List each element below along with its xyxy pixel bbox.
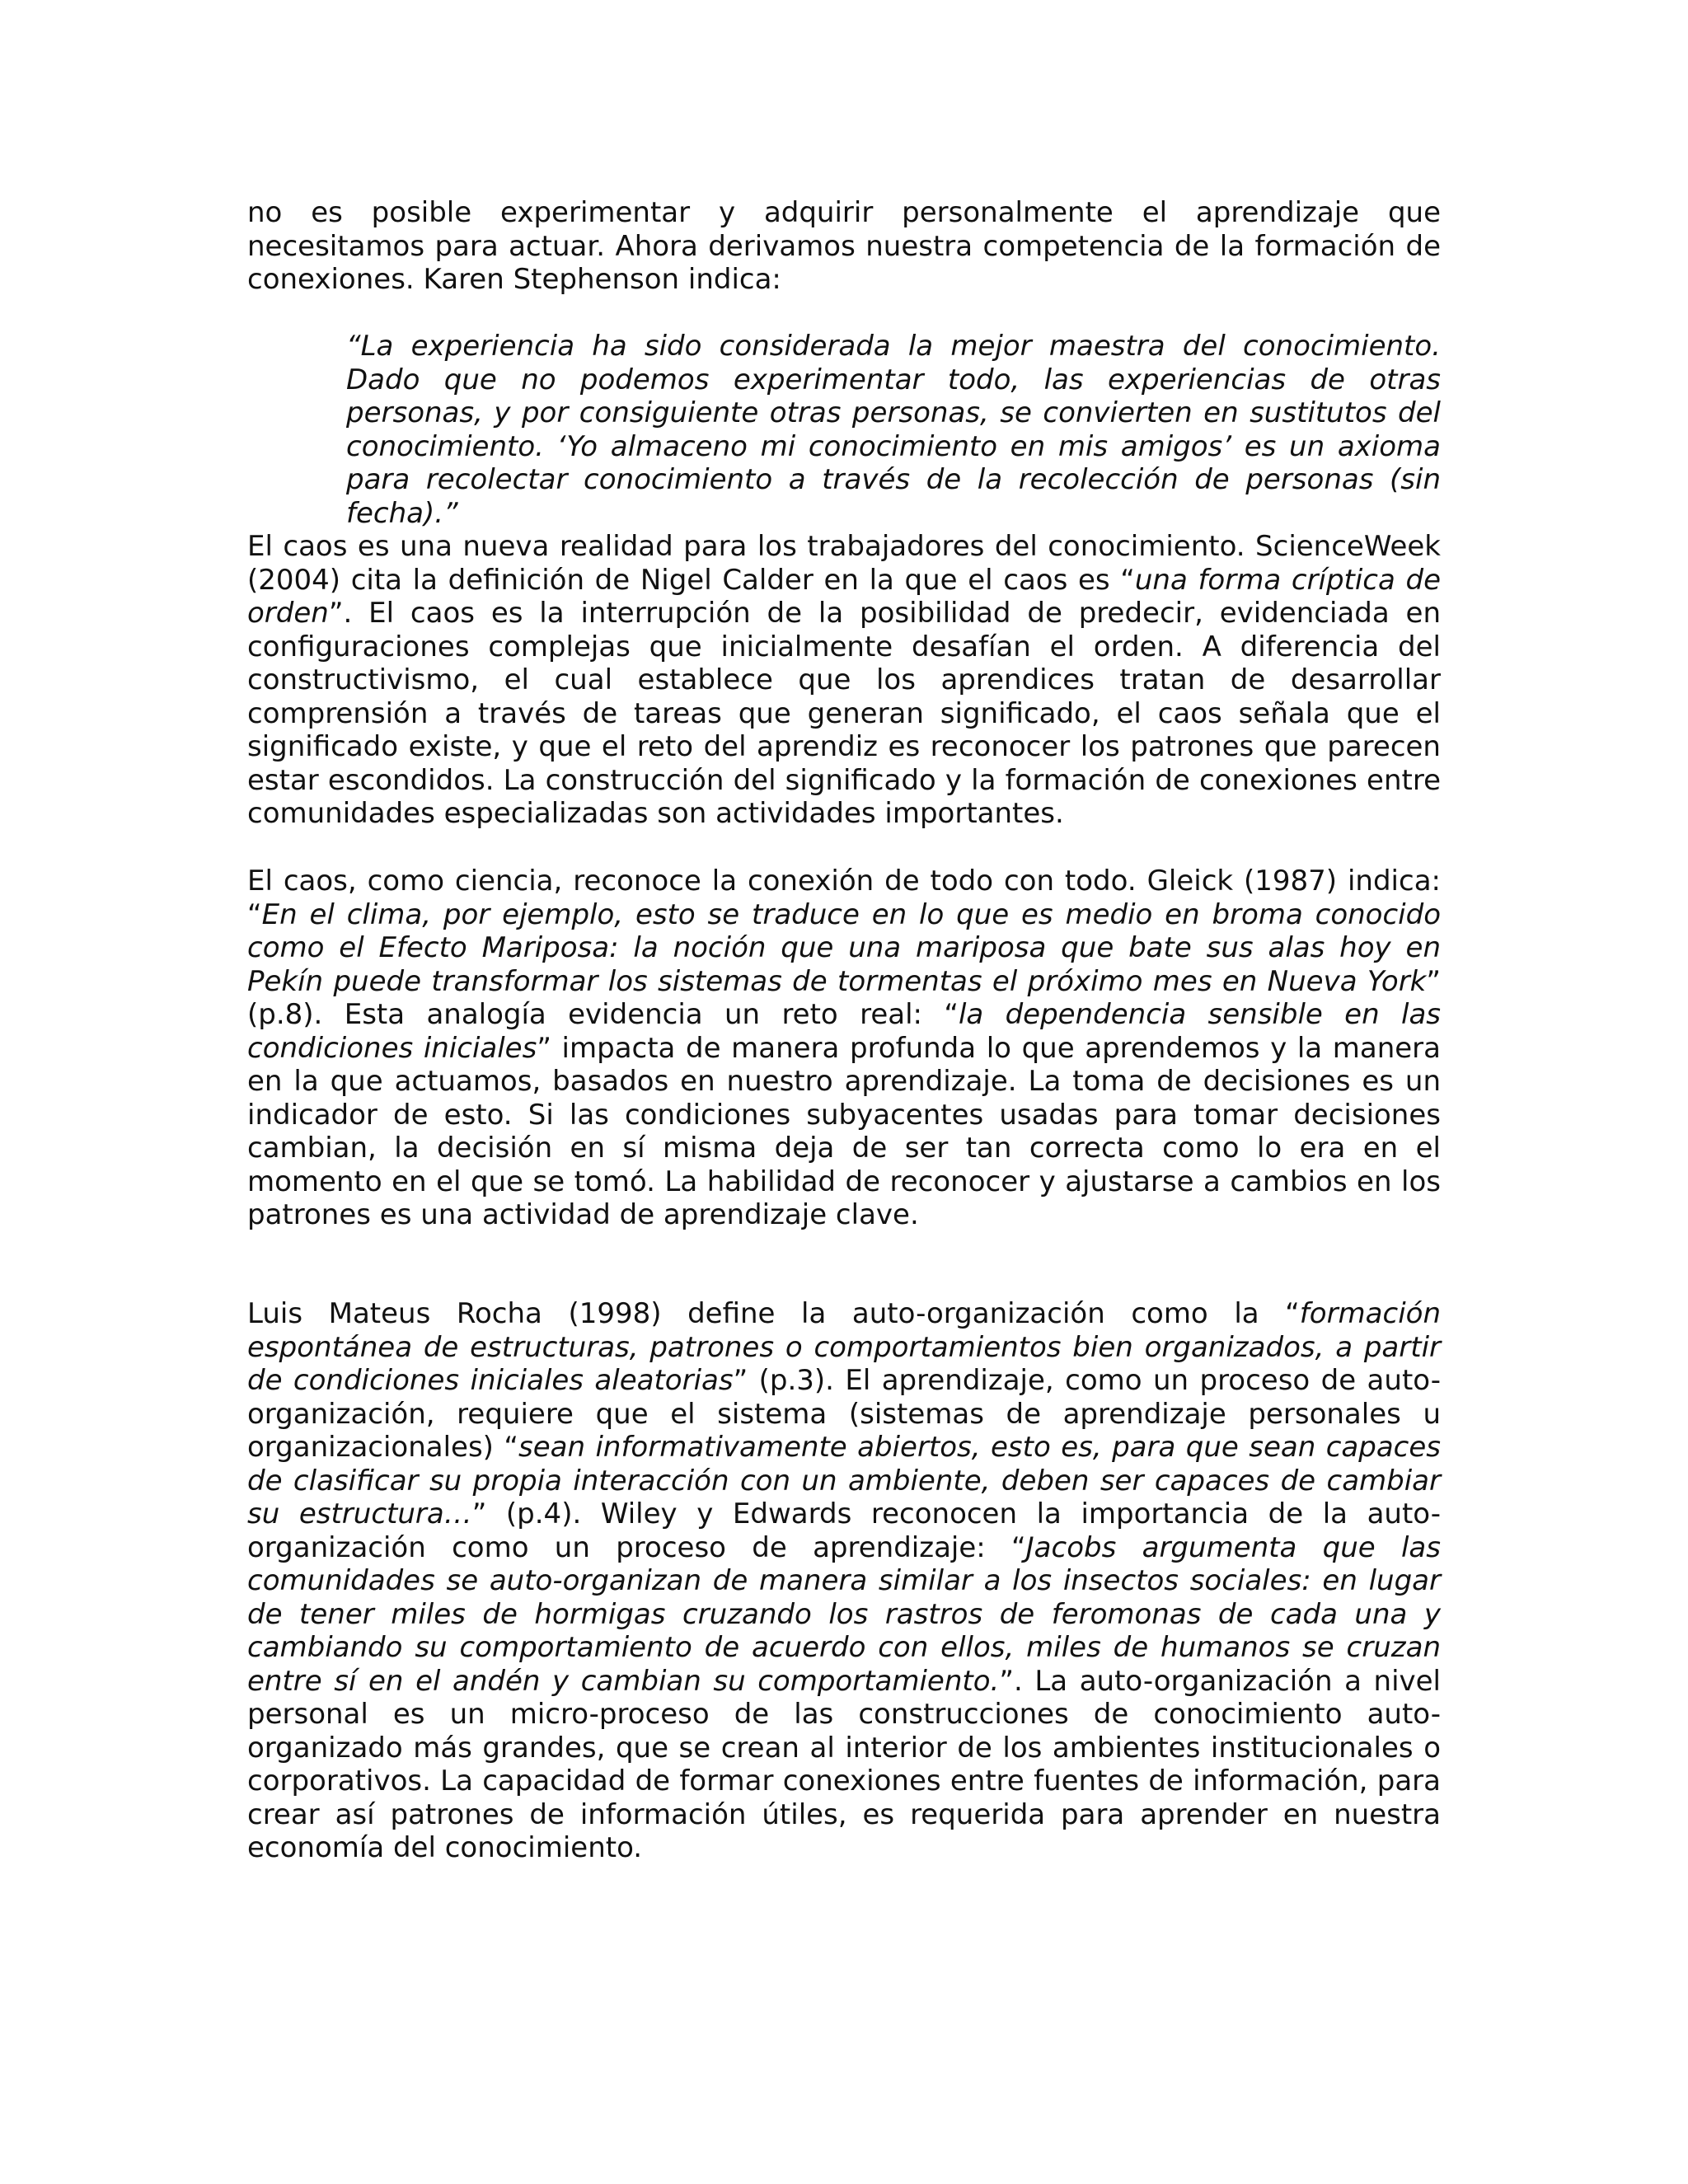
- paragraph-self-organization-italic-f: Jacobs argumenta que las comunidades se auto-organizan de manera similar a los insectos sociales: en lugar de tener miles de hormigas cruzando los rastros de feromonas de cada una y cambiando su comportamiento de acuerdo con ellos, miles de humanos se cruzan entre sí en el andén y cambian su comportamiento.: [247, 1530, 1441, 1698]
- paragraph-chaos-text-a: El caos es una nueva realidad para los trabajadores del conocimiento. ScienceWeek (2004) cita la definición de Nigel Calder en la que el caos es “: [247, 530, 1441, 597]
- paragraph-chaos-science-italic-d: la dependencia sensible en las condiciones iniciales: [247, 998, 1441, 1065]
- paragraph-self-organization-text-e: ” (p.4). Wiley y Edwards reconocen la importancia de la auto-organización como un proceso de aprendizaje: “: [247, 1497, 1441, 1564]
- paragraph-intro: [247, 196, 1441, 297]
- paragraph-chaos-science-italic-b: En el clima, por ejemplo, esto se traduce en lo que es medio en broma conocido como el Efecto Mariposa: la noción que una mariposa que bate sus alas hoy en Pekín puede transformar los sistemas de tormentas el próximo mes en Nueva York: [247, 898, 1441, 998]
- paragraph-self-organization-text-c: ” (p.3). El aprendizaje, como un proceso de auto-organización, requiere que el sistema (sistemas de aprendizaje personales u organizacionales) “: [247, 1364, 1441, 1464]
- blockquote-stephenson-text: “La experiencia ha sido considerada la mejor maestra del conocimiento. Dado que no podemos experimentar todo, las experiencias de otras personas, y por consiguiente otras personas, se convierten en sustitutos del conocimiento. ‘Yo almaceno mi conocimiento en mis amigos’ es un axioma para recolectar conocimiento a través de la recolección de personas (sin fecha).”: [346, 330, 1441, 530]
- paragraph-self-organization-text-g: ”. La auto-organización a nivel personal es un micro-proceso de las construcciones de conocimiento auto-organizado más grandes, que se crean al interior de los ambientes institucionales o corporativos. La capacidad de formar conexiones entre fuentes de información, para crear así patrones de información útiles, es requerida para aprender en nuestra economía del conocimiento.: [247, 1664, 1442, 1864]
- paragraph-chaos-science-text-e: ” impacta de manera profunda lo que aprendemos y la manera en la que actuamos, basados en nuestro aprendizaje. La toma de decisiones es un indicador de esto. Si las condiciones subyacentes usadas para tomar decisiones cambian, la decisión en sí misma deja de ser tan correcta como lo era en el momento en el que se tomó. La habilidad de reconocer y ajustarse a cambios en los patrones es una actividad de aprendizaje clave.: [247, 1031, 1441, 1231]
- paragraph-self-organization-italic-d: sean informativamente abiertos, esto es, para que sean capaces de clasificar su propia interacción con un ambiente, deben ser capaces de cambiar su estructura…: [247, 1431, 1441, 1530]
- paragraph-chaos-science-text-c: ” (p.8). Esta analogía evidencia un reto real: “: [247, 964, 1441, 1031]
- paragraph-self-organization-italic-b: formación espontánea de estructuras, patrones o comportamientos bien organizados, a partir de condiciones iniciales aleatorias: [247, 1297, 1441, 1397]
- paragraph-intro-text: no es posible experimentar y adquirir personalmente el aprendizaje que necesitamos para actuar. Ahora derivamos nuestra competencia de la formación de conexiones. Karen Stephenson indica:: [247, 196, 1441, 296]
- paragraph-chaos-text-c: ”. El caos es la interrupción de la posibilidad de predecir, evidenciada en configuraciones complejas que inicialmente desafían el orden. A diferencia del constructivismo, el cual establece que los aprendices tratan de desarrollar comprensión a través de tareas que generan significado, el caos señala que el significado existe, y que el reto del aprendiz es reconocer los patrones que parecen estar escondidos. La construcción del significado y la formación de conexiones entre comunidades especializadas son actividades importantes.: [247, 597, 1441, 830]
- paragraph-self-organization-text-a: Luis Mateus Rocha (1998) define la auto-organización como la “: [247, 1297, 1300, 1330]
- paragraph-chaos-science: [247, 865, 1441, 1232]
- paragraph-chaos-science-text-a: El caos, como ciencia, reconoce la conexión de todo con todo. Gleick (1987) indica: “: [247, 865, 1441, 931]
- paragraph-self-organization: [247, 1297, 1441, 1865]
- paragraph-chaos: [247, 530, 1441, 831]
- paragraph-chaos-italic-b: una forma críptica de orden: [247, 563, 1441, 630]
- blockquote-stephenson: [346, 330, 1441, 530]
